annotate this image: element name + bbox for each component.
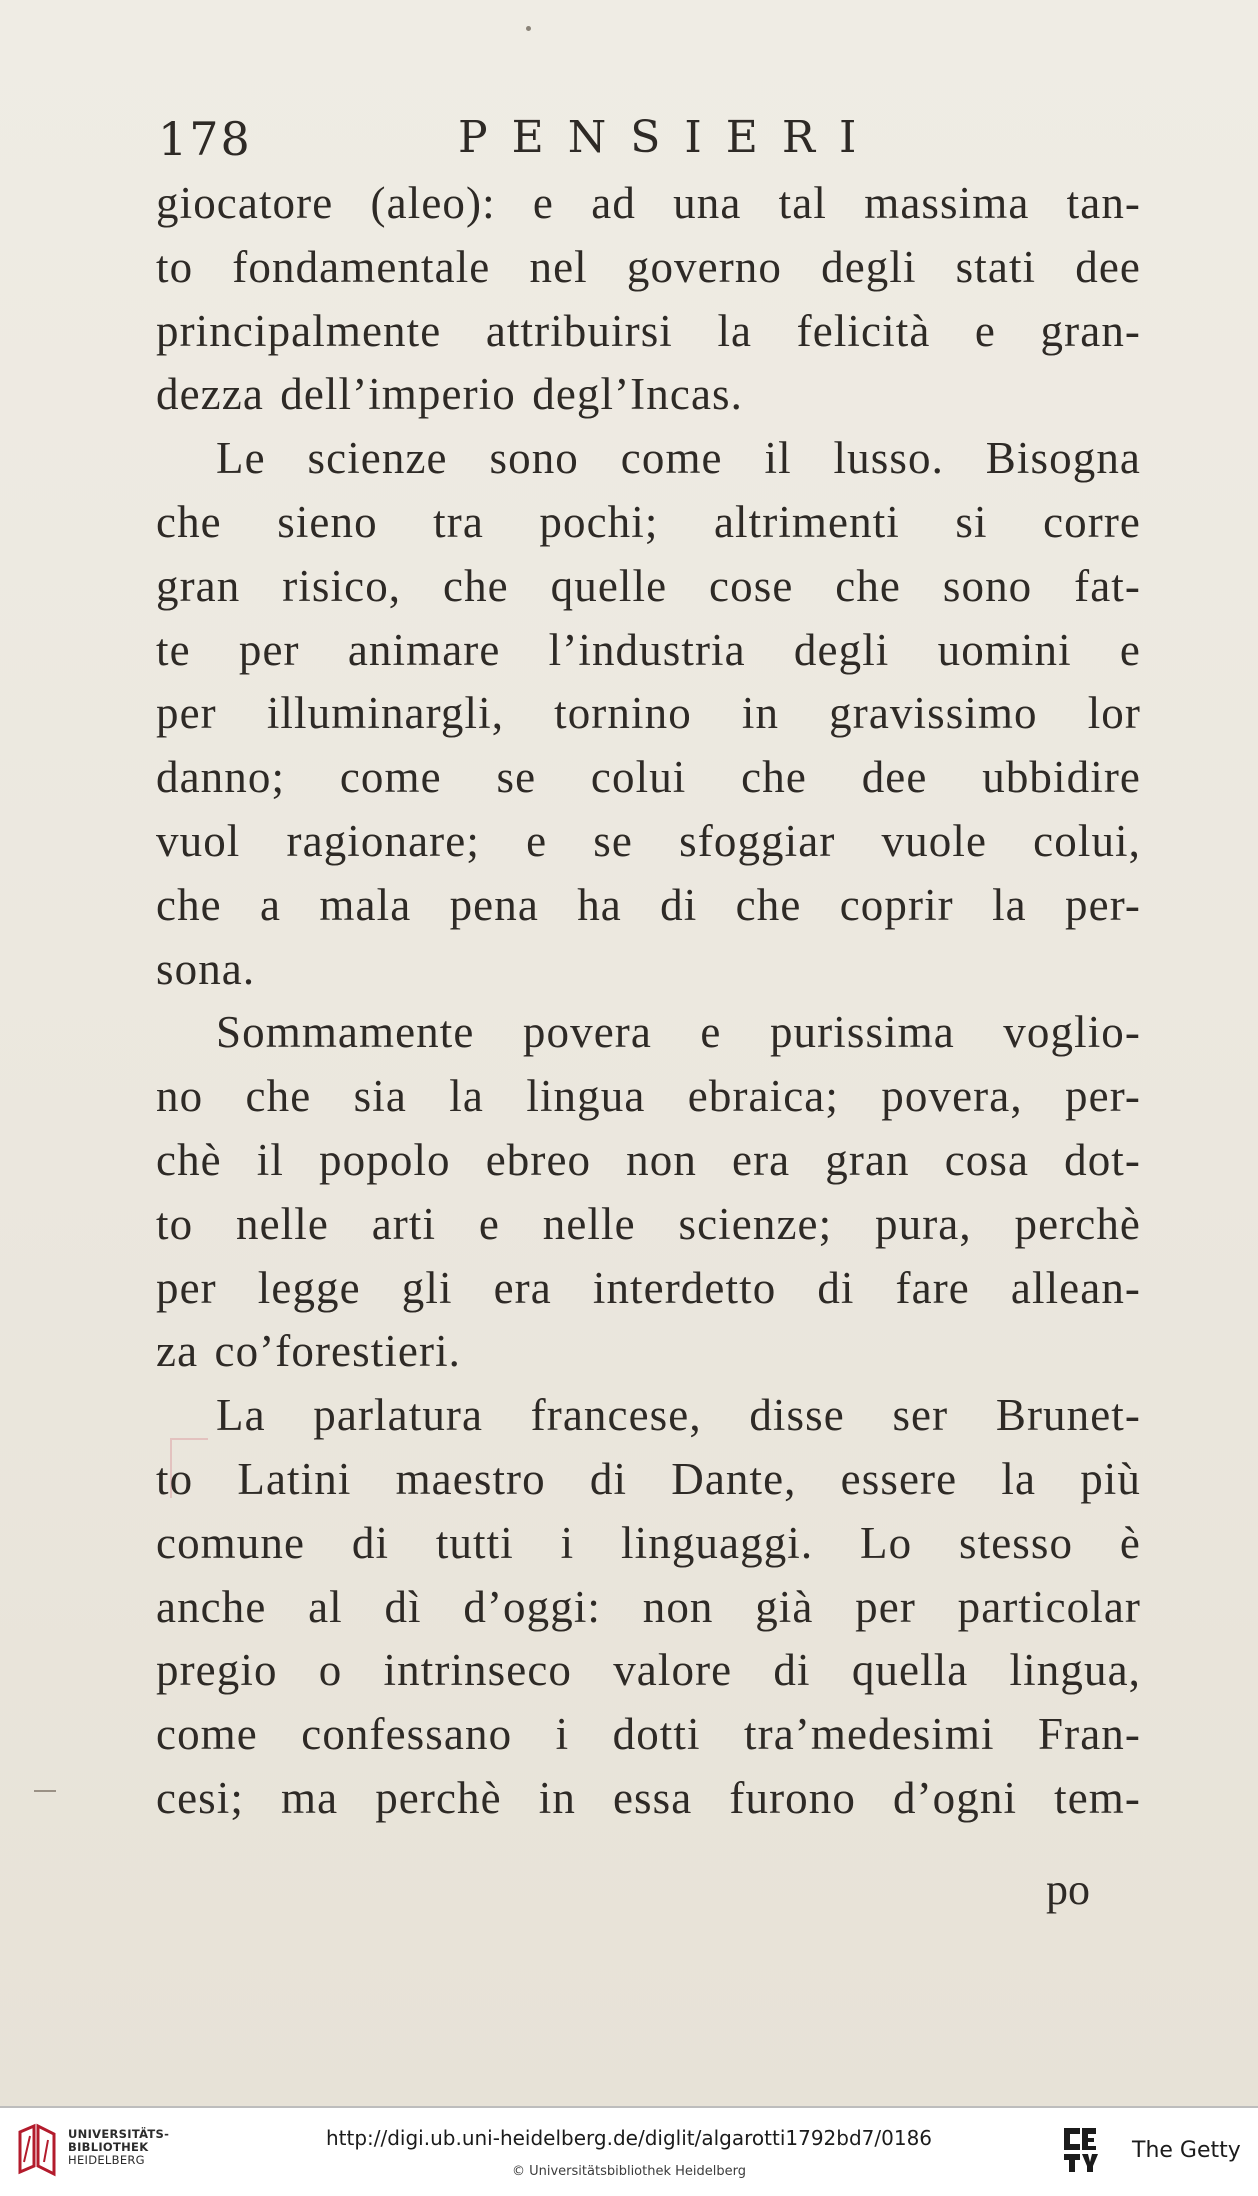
copyright-notice: © Universitätsbibliothek Heidelberg (511, 2164, 746, 2179)
text-line: vuol ragionare; e se sfoggiar vuole colui, (156, 815, 1141, 866)
text-line: comune di tutti i linguaggi. Lo stesso è (156, 1517, 1141, 1568)
text-line: anche al dì d’oggi: non già per particolar (156, 1581, 1141, 1632)
text-line: to nelle arti e nelle scienze; pura, perchè (156, 1198, 1141, 1249)
text-line: sona. (156, 943, 256, 994)
library-city: HEIDELBERG (68, 2153, 145, 2167)
getty-logo-icon[interactable] (1060, 2124, 1100, 2176)
text-line: chè il popolo ebreo non era gran cosa dot- (156, 1134, 1141, 1185)
text-line: principalmente attribuirsi la felicità e gran- (156, 305, 1141, 356)
page-number: 178 (158, 112, 252, 166)
text-line: to Latini maestro di Dante, essere la più (156, 1453, 1141, 1504)
text-line: giocatore (aleo): e ad una tal massima tan- (156, 178, 1141, 228)
text-line: cesi; ma perchè in essa furono d’ogni tem- (156, 1772, 1141, 1823)
text-line: za co’forestieri. (156, 1326, 462, 1377)
text-line: no che sia la lingua ebraica; povera, per- (156, 1071, 1141, 1122)
text-line: dezza dell’imperio degl’Incas. (156, 369, 743, 420)
text-line: per legge gli era interdetto di fare allean- (156, 1262, 1141, 1313)
text-line: pregio o intrinseco valore di quella lingua, (156, 1645, 1141, 1696)
paragraph-start-line: Sommamente povera e purissima voglio- (216, 1007, 1141, 1058)
library-name-line-1: UNIVERSITÄTS- (68, 2127, 170, 2141)
running-title: PENSIERI (458, 112, 881, 163)
text-line: come confessano i dotti tra’medesimi Fran- (156, 1709, 1141, 1760)
body-text (156, 172, 1141, 1831)
text-line: to fondamentale nel governo degli stati dee (156, 241, 1141, 292)
partner-name[interactable]: The Getty (1132, 2138, 1241, 2163)
page-header (158, 112, 918, 172)
page-speck (526, 26, 531, 31)
text-line: che sieno tra pochi; altrimenti si corre (156, 496, 1141, 547)
footer-divider (0, 2106, 1258, 2108)
catchword: po (1046, 1865, 1090, 1914)
viewer-footer (0, 2106, 1258, 2196)
page-edge-mark (34, 1790, 56, 1792)
paragraph-start-line: La parlatura francese, disse ser Brunet- (216, 1390, 1141, 1441)
text-line: gran risico, che quelle cose che sono fat- (156, 560, 1141, 611)
paragraph-start-line: Le scienze sono come il lusso. Bisogna (216, 433, 1141, 484)
text-line: te per animare l’industria degli uomini e (156, 624, 1141, 675)
text-line: per illuminargli, tornino in gravissimo lor (156, 688, 1141, 739)
library-name-line-2: BIBLIOTHEK (68, 2140, 149, 2154)
text-line: danno; come se colui che dee ubbidire (156, 752, 1141, 803)
permalink-url[interactable]: http://digi.ub.uni-heidelberg.de/diglit/algarotti1792bd7/0186 (325, 2126, 933, 2150)
text-line: che a mala pena ha di che coprir la per- (156, 879, 1141, 930)
